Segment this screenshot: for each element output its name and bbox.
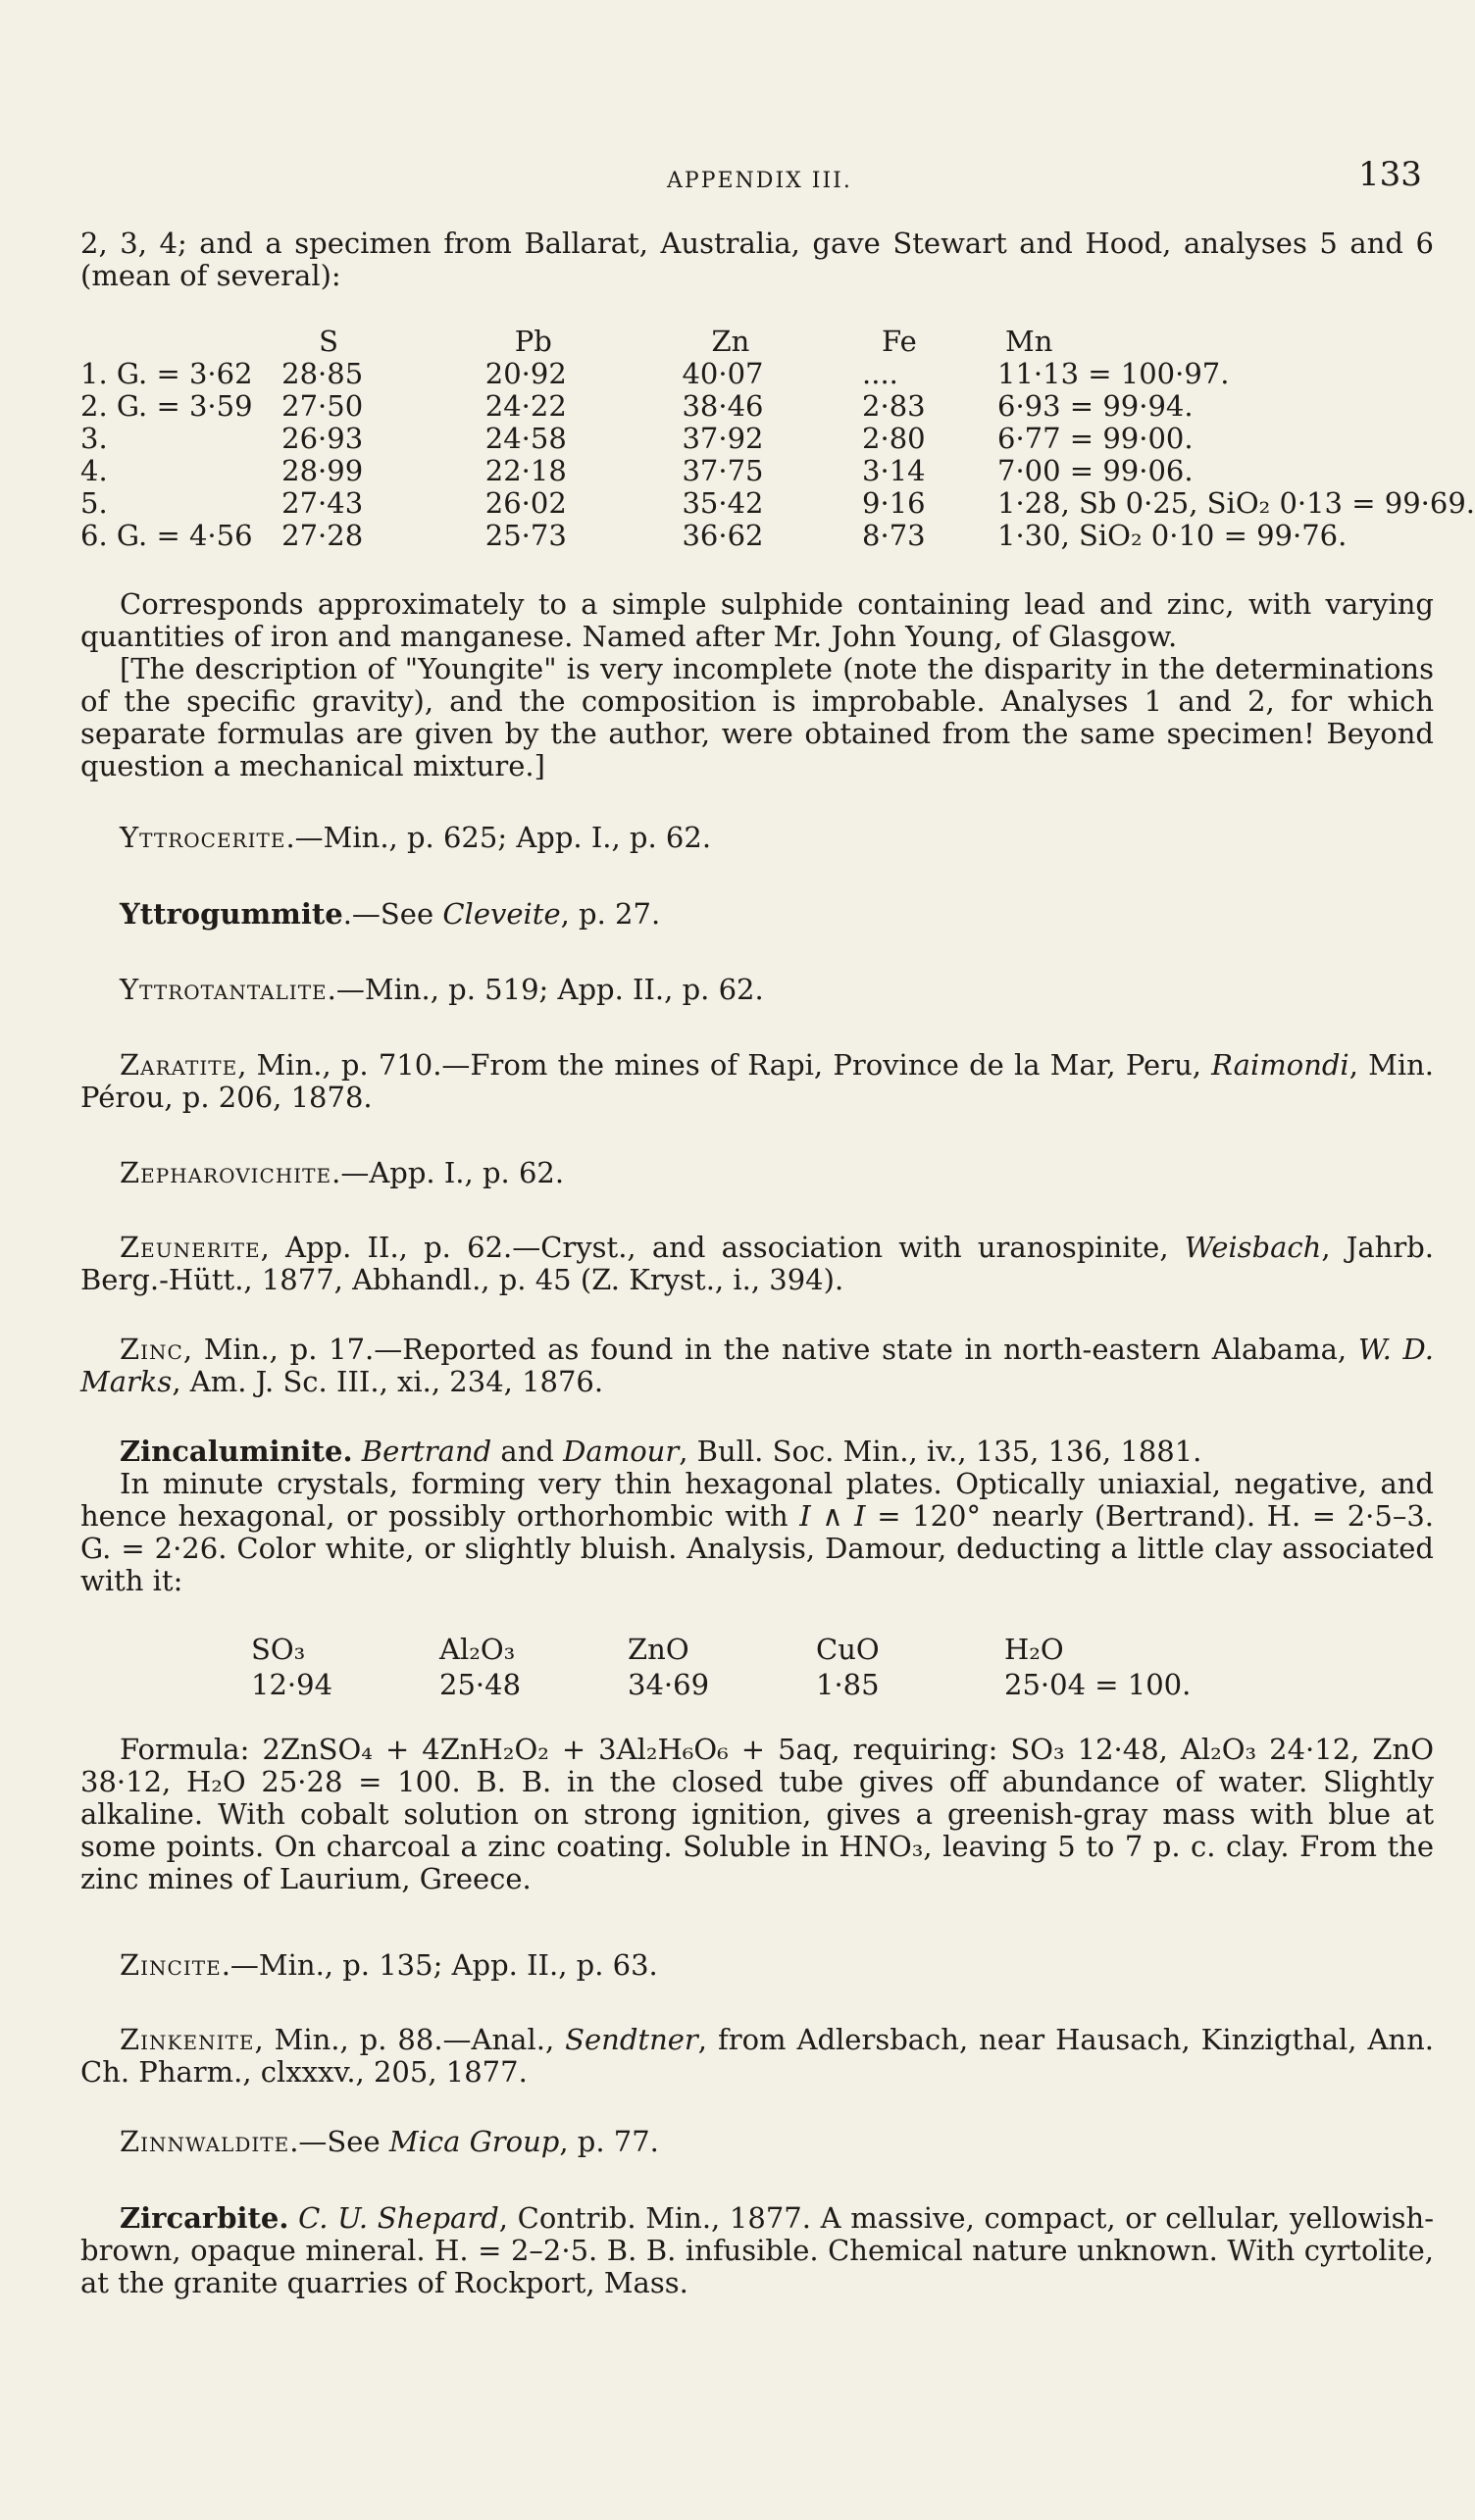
intro-paragraph: 2, 3, 4; and a specimen from Ballarat, Australia, gave Stewart and Hood, analyses 5 and 6 (mean of several):: [80, 227, 1434, 292]
entry-zeunerite: [80, 1232, 1434, 1296]
table-cell: 1·28, Sb 0·25, SiO₂ 0·13 = 99·69.: [997, 486, 1475, 520]
entry-text: , Min. Pérou, p. 206, 1878.: [80, 1048, 1434, 1114]
entry-text: , Min., p. 88.—Anal.,: [254, 2023, 566, 2056]
table-cell: 7·00 = 99·06.: [997, 454, 1194, 487]
entry-name: Yttrocerite: [120, 821, 286, 854]
entry-reference: Cleveite: [442, 897, 561, 931]
entry-name: Zepharovichite: [120, 1156, 332, 1189]
table-cell: Zn: [711, 325, 750, 358]
table-cell: 25·73: [484, 519, 567, 552]
table-cell: ZnO: [628, 1632, 689, 1666]
angle-symbol: I ∧ I: [799, 1499, 866, 1533]
entry-author: Raimondi: [1211, 1048, 1349, 1082]
entry-name: Zinc: [120, 1333, 183, 1366]
entry-zepharovichite: [80, 1157, 1434, 1189]
running-header: [0, 155, 1475, 198]
entry-text: , Am. J. Sc. III., xi., 234, 1876.: [172, 1365, 604, 1398]
entry-text: .—See: [289, 2125, 389, 2158]
page-number: 133: [1358, 155, 1422, 194]
table-row: [80, 487, 1475, 520]
entry-text: , App. II., p. 62.—Cryst., and association with uranospinite,: [260, 1231, 1185, 1264]
entry-author: Sendtner: [565, 2023, 698, 2056]
entry-yttrotantalite: [80, 974, 1434, 1006]
entry-name: Zircarbite.: [120, 2201, 289, 2235]
table-cell: 20·92: [484, 357, 567, 390]
entry-name: Zaratite: [120, 1048, 238, 1082]
table-cell: 3·14: [862, 454, 926, 487]
table-cell: 5.: [80, 486, 108, 520]
youngite-analysis-table: [80, 326, 1475, 552]
entry-name: Zinkenite: [120, 2023, 255, 2056]
table-cell: 34·69: [628, 1667, 710, 1701]
table-cell: H₂O: [1004, 1632, 1064, 1666]
table-cell: 35·42: [682, 486, 764, 520]
table-cell: ....: [862, 357, 898, 390]
entry-text: .—App. I., p. 62.: [331, 1156, 565, 1189]
entry-text: , Min., p. 17.—Reported as found in the native state in north-eastern Alabama,: [182, 1333, 1358, 1366]
table-row: [80, 390, 1475, 423]
zincaluminite-analysis-table: [250, 1632, 1192, 1702]
entry-author: W. D. Marks: [80, 1333, 1434, 1398]
table-cell: 2·80: [862, 422, 926, 455]
entry-reference: Mica Group: [388, 2125, 560, 2158]
entry-text: .—Min., p. 519; App. II., p. 62.: [327, 973, 764, 1006]
zincaluminite-formula: Formula: 2ZnSO₄ + 4ZnH₂O₂ + 3Al₂H₆O₆ + 5aq, requiring: SO₃ 12·48, Al₂O₃ 24·12, ZnO 38·12, H₂O 25·28 = 100. B. B. in the closed tube gives off abundance of water. Slightly alkaline. With cobalt solution on strong ignition, gives a greenish-gray mass with blue at some points. On charcoal a zinc coating. Soluble in HNO₃, leaving 5 to 7 p. c. clay. From the zinc mines of Laurium, Greece.: [80, 1733, 1434, 1895]
table-cell: 40·07: [682, 357, 764, 390]
table-cell: 1·85: [816, 1667, 880, 1701]
entry-text: , p. 77.: [559, 2125, 659, 2158]
table-cell: 2. G. = 3·59: [80, 389, 253, 423]
entry-text: , Contrib. Min., 1877. A massive, compact, or cellular, yellowish-brown, opaque mineral. H. = 2–2·5. B. B. infusible. Chemical nature unknown. With cyrtolite, at the granite quarries of Rockport, Mass.: [80, 2201, 1435, 2299]
entry-text: = 120° nearly (Bertrand). H. = 2·5–3. G. = 2·26. Color white, or slightly bluish. Analysis, Damour, deducting a little clay associated with it:: [80, 1499, 1434, 1597]
table-cell: CuO: [816, 1632, 880, 1666]
entry-text: In minute crystals, forming very thin hexagonal plates. Optically uniaxial, negative, and hence hexagonal, or possibly orthorhombic with: [80, 1467, 1434, 1533]
table-cell: 1. G. = 3·62: [80, 357, 253, 390]
entry-text: , from Adlersbach, near Hausach, Kinzigthal, Ann. Ch. Pharm., clxxxv., 205, 1877.: [80, 2023, 1434, 2089]
table-cell: SO₃: [251, 1632, 306, 1666]
table-cell: 6·93 = 99·94.: [997, 389, 1194, 423]
entry-text: .—Min., p. 625; App. I., p. 62.: [285, 821, 712, 854]
table-cell: 37·75: [682, 454, 764, 487]
table-cell: [80, 326, 281, 358]
entry-name: Yttrogummite: [120, 897, 343, 931]
table-header-row: [80, 326, 1475, 358]
table-header-row: [250, 1632, 1192, 1667]
entry-name: Zincite: [120, 1948, 222, 1982]
entry-zinnwaldite: [80, 2126, 1434, 2158]
table-cell: 2·83: [862, 389, 926, 423]
table-cell: 28·99: [281, 454, 364, 487]
table-cell: Fe: [882, 325, 917, 358]
table-row: [80, 423, 1475, 455]
entry-zaratite: [80, 1049, 1434, 1114]
table-cell: 3.: [80, 422, 108, 455]
table-cell: 6. G. = 4·56: [80, 519, 253, 552]
entry-author: Bertrand: [361, 1435, 492, 1468]
table-cell: Pb: [514, 325, 552, 358]
table-cell: 9·16: [862, 486, 926, 520]
table-cell: S: [319, 325, 339, 358]
table-cell: 36·62: [682, 519, 764, 552]
zincaluminite-description: [80, 1468, 1434, 1597]
table-cell: 22·18: [484, 454, 567, 487]
table-row: [80, 455, 1475, 487]
youngite-note: [The description of "Youngite" is very incomplete (note the disparity in the determinations of the specific gravity), and the composition is improbable. Analyses 1 and 2, for which separate formulas are given by the author, were obtained from the same specimen! Beyond question a mechanical mixture.]: [80, 652, 1434, 782]
table-cell: 24·58: [484, 422, 567, 455]
entry-zincite: [80, 1949, 1434, 1982]
entry-name: Yttrotantalite: [120, 973, 328, 1006]
running-title: APPENDIX III.: [667, 169, 852, 193]
entry-text: , Min., p. 710.—From the mines of Rapi, Province de la Mar, Peru,: [237, 1048, 1212, 1082]
table-cell: 6·77 = 99·00.: [997, 422, 1194, 455]
table-cell: Mn: [1005, 325, 1053, 358]
entry-zinc: [80, 1334, 1434, 1398]
entry-yttrocerite: [80, 822, 1434, 854]
table-cell: 26·93: [281, 422, 364, 455]
entry-text: , Bull. Soc. Min., iv., 135, 136, 1881.: [679, 1435, 1202, 1468]
youngite-description: Corresponds approximately to a simple sulphide containing lead and zinc, with varying quantities of iron and manganese. Named after Mr. John Young, of Glasgow.: [80, 587, 1434, 653]
table-cell: 11·13 = 100·97.: [997, 357, 1230, 390]
entry-text: .—See: [342, 897, 443, 931]
table-cell: 12·94: [251, 1667, 333, 1701]
table-row: [80, 358, 1475, 390]
entry-name: Zinnwaldite: [120, 2125, 290, 2158]
entry-text: and: [491, 1435, 564, 1468]
table-cell: 27·28: [281, 519, 364, 552]
entry-name: Zeunerite: [120, 1231, 261, 1264]
table-cell: 25·04 = 100.: [1004, 1667, 1192, 1701]
table-cell: 27·43: [281, 486, 364, 520]
table-cell: 26·02: [484, 486, 567, 520]
table-cell: 24·22: [484, 389, 567, 423]
entry-zinkenite: [80, 2024, 1434, 2089]
entry-zircarbite: [80, 2202, 1434, 2299]
table-cell: 27·50: [281, 389, 364, 423]
entry-author: Weisbach: [1184, 1231, 1322, 1264]
entry-yttrogummite: [80, 898, 1434, 931]
table-row: [80, 520, 1475, 552]
table-cell: 1·30, SiO₂ 0·10 = 99·76.: [997, 519, 1348, 552]
entry-author: C. U. Shepard: [298, 2201, 499, 2235]
table-cell: Al₂O₃: [439, 1632, 516, 1666]
table-cell: 8·73: [862, 519, 926, 552]
entry-author: Damour: [563, 1435, 680, 1468]
entry-zincaluminite: [80, 1436, 1434, 1468]
table-cell: 4.: [80, 454, 108, 487]
table-cell: 38·46: [682, 389, 764, 423]
entry-text: , Jahrb. Berg.-Hütt., 1877, Abhandl., p. 45 (Z. Kryst., i., 394).: [80, 1231, 1434, 1296]
entry-text: , p. 27.: [560, 897, 661, 931]
entry-name: Zincaluminite.: [120, 1435, 353, 1468]
entry-text: .—Min., p. 135; App. II., p. 63.: [221, 1948, 658, 1982]
table-row: [250, 1667, 1192, 1702]
table-cell: 25·48: [439, 1667, 522, 1701]
table-cell: 28·85: [281, 357, 364, 390]
table-cell: 37·92: [682, 422, 764, 455]
